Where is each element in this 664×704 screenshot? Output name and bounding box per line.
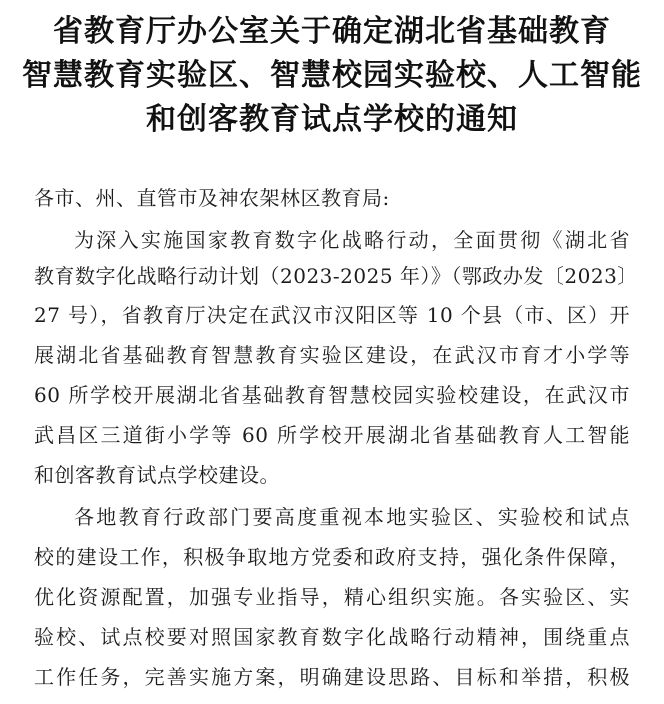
paragraph-2-line-5: 工作任务，完善实施方案，明确建设思路、目标和举措，积极 [34, 665, 630, 689]
document-title-line-1: 省教育厅办公室关于确定湖北省基础教育 [53, 14, 611, 49]
paragraph-2-line-1: 各地教育行政部门要高度重视本地实验区、实验校和试点 [74, 505, 630, 529]
paragraph-1-line-7: 和创客教育试点学校建设。 [34, 463, 280, 487]
paragraph-1-line-1: 为深入实施国家教育数字化战略行动，全面贯彻《湖北省 [74, 228, 630, 252]
salutation: 各市、州、直管市及神农架林区教育局: [34, 186, 390, 210]
paragraph-1-line-3: 27 号），省教育厅决定在武汉市汉阳区等 10 个县（市、区）开 [34, 303, 630, 327]
paragraph-1-line-6: 武昌区三道街小学等 60 所学校开展湖北省基础教育人工智能 [34, 423, 630, 447]
paragraph-1-line-4: 展湖北省基础教育智慧教育实验区建设，在武汉市育才小学等 [34, 343, 630, 367]
document-title-line-3: 和创客教育试点学校的通知 [146, 102, 518, 137]
document-title-line-2: 智慧教育实验区、智慧校园实验校、人工智能 [22, 58, 642, 93]
paragraph-2-line-3: 优化资源配置，加强专业指导，精心组织实施。各实验区、实 [34, 585, 630, 609]
paragraph-1-line-2: 教育数字化战略行动计划（2023-2025 年）》（鄂政办发〔2023〕 [34, 264, 638, 288]
paragraph-1-line-5: 60 所学校开展湖北省基础教育智慧校园实验校建设，在武汉市 [34, 383, 630, 407]
paragraph-2-line-2: 校的建设工作，积极争取地方党委和政府支持，强化条件保障， [34, 545, 630, 569]
paragraph-2-line-4: 验校、试点校要对照国家教育数字化战略行动精神，围绕重点 [34, 625, 630, 649]
